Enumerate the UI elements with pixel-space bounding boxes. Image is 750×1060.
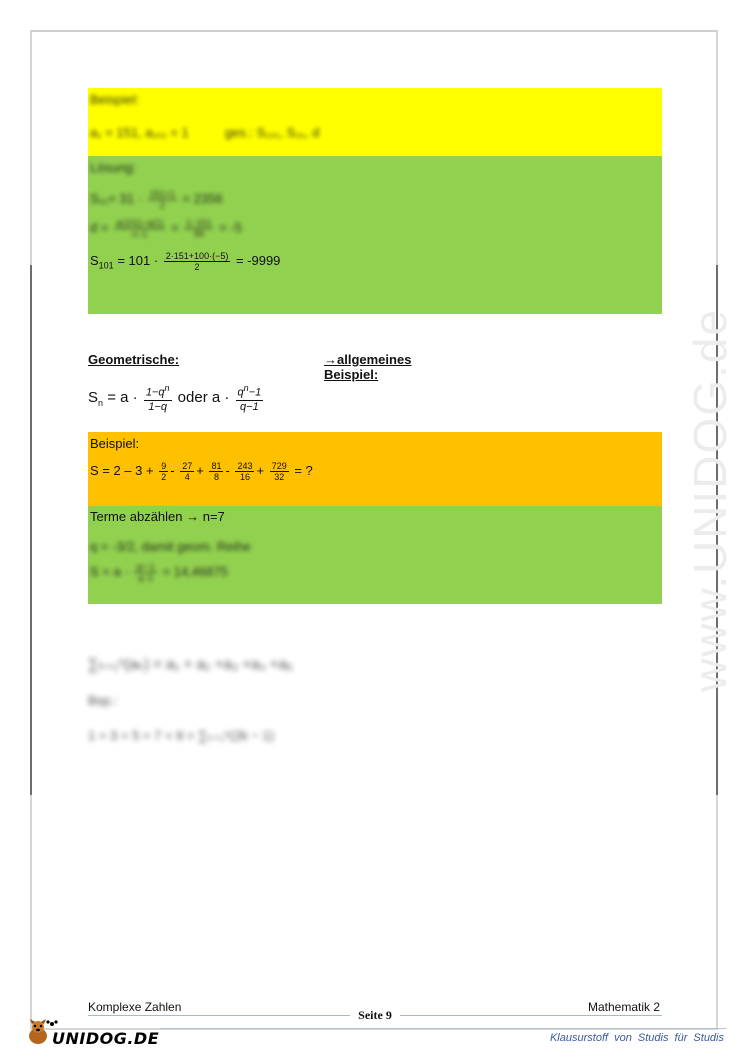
s31-fraction [148,189,177,210]
sn-frac1-num [144,382,172,401]
series-frac1-den: 2 [161,472,167,482]
example2-box [88,432,662,506]
brand-divider [160,1028,726,1029]
main-content [88,88,662,314]
sum-notation-block [88,655,293,744]
d-frac1-den: n−1 [132,229,148,239]
tagline: Klausurstoff von Studis für Studis [549,1032,724,1044]
q-line: q = -3/2, damit geom. Reihe [90,539,251,554]
footer-right: Mathematik 2 [587,1000,660,1014]
d-fraction-2 [184,218,213,239]
example2 [88,432,662,604]
example1-title: Beispiel: [90,92,140,107]
solution-box [88,156,662,314]
series-op-4: + [256,462,265,478]
solution-s101 [90,251,660,272]
series-frac5-den: 32 [274,472,285,482]
sn-frac2-num-tail: −1 [248,386,262,399]
d-lhs: d = [90,219,109,235]
series-frac4-num: 243 [237,461,253,471]
geometric-heading [88,352,468,382]
sn-frac1-num-text: 1−q [145,386,165,399]
count-terms: Terme abzählen → n=7 [90,509,225,524]
geometric-heading-right: →allgemeines Beispiel: [324,352,412,382]
footer-left: Komplexe Zahlen [88,1000,182,1014]
s101-sub: 101 [98,260,114,271]
geometric-heading-left: Geometrische: [88,352,180,367]
series-frac4-den: 16 [239,472,250,482]
s-result-den: q−1 [137,573,154,583]
s101-mid: = 101 · [113,252,159,268]
sn-or: oder a · [177,388,230,406]
page-frame-left-edge [30,265,32,795]
watermark: www.UNIDOG.de [684,308,737,692]
s-result-rhs: = 14,46875 [162,563,228,579]
brand-name: UNIDOG.DE [52,1029,160,1048]
sum-notation: ∑ₖ₌₁⁵(aₖ) = a₁ + a₂ +a₃ +a₄ +a₅ [88,656,293,673]
s-result-fraction [134,562,157,583]
sn-eq: = a · [103,388,138,406]
sn-frac2-num-text: q [237,386,244,399]
series-rhs: = ? [294,462,313,478]
example2-title: Beispiel: [90,436,140,451]
s101-fraction [164,251,231,272]
d-frac2-den: 99 [193,229,204,239]
series-frac5-num: 729 [271,461,287,471]
example2-solution-box [88,506,662,604]
sn-fraction-2 [236,382,264,414]
example1-given: a₁ = 151, a₁₀₁ = 1 [90,125,189,140]
solution-s31 [90,189,660,210]
d-fraction-1 [114,218,165,239]
sn-sub: n [98,397,104,408]
example1-wanted: ges.: S₁₀₁, S₃₁, d [224,125,320,140]
d-equals: = [170,219,179,235]
sn-fraction-1 [144,382,172,414]
series-frac3-den: 8 [213,472,219,482]
sum-bsp: Bsp.: [88,693,118,708]
s-result-lhs: S = a · [90,563,129,579]
d-rhs: = -5 [219,219,242,235]
series-frac-5 [270,461,289,482]
sn-frac2-num [236,382,264,401]
geometric-sum-formula [88,382,265,414]
example1-given-row [90,125,660,140]
sum-example: 1 + 3 + 5 + 7 + 9 = ∑ₖ₌₁⁵(2k − 1) [88,728,275,743]
series-frac2-num: 27 [182,461,193,471]
d-frac2-num: 1−151 [186,218,212,228]
series-frac3-num: 81 [211,461,222,471]
s-result-num: qⁿ−1 [136,562,155,572]
series-frac-2 [180,461,194,482]
s31-den: 2 [159,200,165,210]
d-frac1-num: a(101)−a(1) [116,218,164,228]
sn-frac1-num-sup: n [164,383,170,393]
sn-frac2-den: q−1 [240,400,259,413]
s31-num: 151+1 [149,189,175,199]
sn-frac2-num-sup: n [243,383,249,393]
series-lhs: S = 2 – 3 + [90,462,154,478]
example1-box [88,88,662,156]
s31-rhs: = 2356 [182,190,223,206]
series-op-1: - [170,462,175,478]
series-frac-3 [209,461,223,482]
s101-den: 2 [194,262,200,272]
solution-title: Lösung: [90,160,137,175]
s101-rhs: = -9999 [235,252,281,268]
series-frac-4 [235,461,254,482]
sn-lhs: S [88,388,99,406]
series-op-2: + [196,462,204,478]
s-result [90,562,660,583]
s101-lhs: S [90,252,99,268]
series-frac-1 [159,461,168,482]
example2-series [90,461,660,482]
series-frac2-den: 4 [184,472,190,482]
s31-lhs: S₃₁= 31 · [90,190,142,206]
page-number-text: Seite 9 [350,1008,400,1022]
s101-num: 2·151+100·(−5) [165,251,229,261]
solution-d [90,218,660,239]
series-op-3: - [225,462,230,478]
sn-frac1-den: 1−q [148,400,167,413]
series-frac1-num: 9 [161,461,167,471]
